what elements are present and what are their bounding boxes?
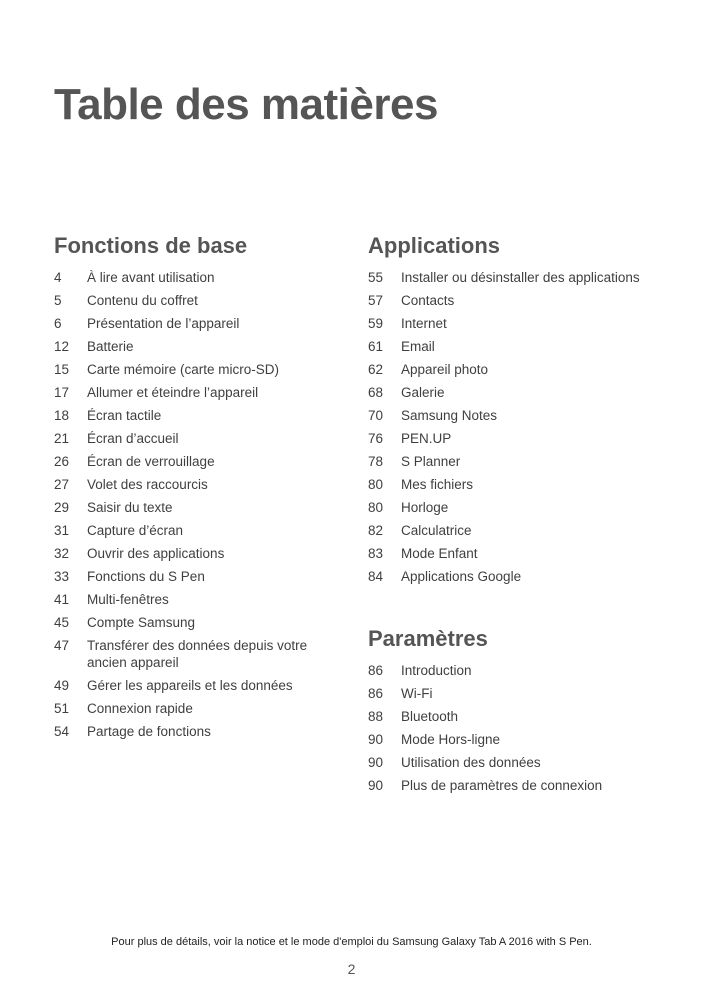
toc-page-number: 55 xyxy=(368,270,384,285)
toc-entry-label: Gérer les appareils et les données xyxy=(87,678,293,693)
toc-entry-label: Utilisation des données xyxy=(401,755,541,770)
toc-page-number: 62 xyxy=(368,362,384,377)
toc-page-number: 21 xyxy=(54,431,70,446)
toc-page-number: 41 xyxy=(54,592,70,607)
toc-entry[interactable] xyxy=(368,751,658,774)
toc-entry[interactable] xyxy=(54,519,324,542)
toc-entry-label: Internet xyxy=(401,316,447,331)
toc-page-number: 33 xyxy=(54,569,70,584)
toc-page-number: 57 xyxy=(368,293,384,308)
toc-entry-label: Bluetooth xyxy=(401,709,459,724)
toc-list xyxy=(54,266,324,743)
toc-section-parametres xyxy=(368,625,658,797)
toc-entry-label: Saisir du texte xyxy=(87,500,173,515)
toc-entry[interactable] xyxy=(368,335,658,358)
toc-page-number: 70 xyxy=(368,408,384,423)
toc-entry-label: Compte Samsung xyxy=(87,615,196,630)
toc-entry[interactable] xyxy=(54,427,324,450)
page-title: Table des matières xyxy=(54,80,438,129)
toc-page-number: 45 xyxy=(54,615,70,630)
toc-entry-label: Ouvrir des applications xyxy=(87,546,225,561)
section-title: Applications xyxy=(368,233,501,258)
toc-page-number: 26 xyxy=(54,454,70,469)
toc-page-number: 4 xyxy=(54,270,62,285)
toc-entry[interactable] xyxy=(54,312,324,335)
toc-entry-label: Contacts xyxy=(401,293,455,308)
toc-page-number: 76 xyxy=(368,431,384,446)
toc-entry[interactable] xyxy=(368,774,658,797)
toc-page-number: 32 xyxy=(54,546,70,561)
toc-entry-label: Connexion rapide xyxy=(87,701,193,716)
toc-entry[interactable] xyxy=(54,473,324,496)
toc-entry-label: Appareil photo xyxy=(401,362,489,377)
toc-entry-label: Installer ou désinstaller des applications xyxy=(401,270,640,285)
toc-entry[interactable] xyxy=(368,496,658,519)
toc-entry-label: Mes fichiers xyxy=(401,477,474,492)
toc-entry[interactable] xyxy=(368,289,658,312)
toc-entry[interactable] xyxy=(54,266,324,289)
toc-page-number: 49 xyxy=(54,678,70,693)
toc-entry-label: Samsung Notes xyxy=(401,408,498,423)
page-number: 2 xyxy=(347,961,356,977)
toc-entry[interactable] xyxy=(54,381,324,404)
toc-page-number: 80 xyxy=(368,477,384,492)
toc-section-applications xyxy=(368,232,658,588)
toc-page-number: 90 xyxy=(368,732,384,747)
toc-entry[interactable] xyxy=(54,588,324,611)
toc-entry[interactable] xyxy=(368,358,658,381)
toc-entry[interactable] xyxy=(368,705,658,728)
toc-entry-label: Carte mémoire (carte micro-SD) xyxy=(87,362,280,377)
toc-entry[interactable] xyxy=(54,496,324,519)
toc-entry-label: Fonctions du S Pen xyxy=(87,569,205,584)
toc-entry-label: Capture d’écran xyxy=(87,523,184,538)
toc-entry[interactable] xyxy=(368,659,658,682)
toc-entry-label: Écran tactile xyxy=(87,408,162,423)
toc-page-number: 12 xyxy=(54,339,70,354)
toc-entry[interactable] xyxy=(54,720,324,743)
toc-page-number: 18 xyxy=(54,408,70,423)
toc-entry[interactable] xyxy=(54,697,324,720)
toc-entry[interactable] xyxy=(54,404,324,427)
toc-entry-label: Allumer et éteindre l’appareil xyxy=(87,385,259,400)
toc-entry-label: S Planner xyxy=(401,454,461,469)
toc-entry-label: Applications Google xyxy=(401,569,522,584)
toc-page-number: 86 xyxy=(368,686,384,701)
toc-entry[interactable] xyxy=(54,634,324,674)
section-title: Paramètres xyxy=(368,626,488,651)
toc-entry[interactable] xyxy=(368,450,658,473)
toc-page-number: 90 xyxy=(368,755,384,770)
toc-entry[interactable] xyxy=(54,611,324,634)
toc-entry[interactable] xyxy=(368,728,658,751)
toc-page-number: 90 xyxy=(368,778,384,793)
toc-entry-label: Wi-Fi xyxy=(401,686,433,701)
toc-page-number: 88 xyxy=(368,709,384,724)
toc-page-number: 86 xyxy=(368,663,384,678)
toc-page-number: 27 xyxy=(54,477,70,492)
toc-section-fonctions-de-base xyxy=(54,232,324,743)
toc-entry[interactable] xyxy=(368,682,658,705)
toc-entry-label: Contenu du coffret xyxy=(87,293,198,308)
toc-entry[interactable] xyxy=(54,542,324,565)
toc-page-number: 78 xyxy=(368,454,384,469)
toc-entry[interactable] xyxy=(368,427,658,450)
toc-page-number: 59 xyxy=(368,316,384,331)
toc-entry-label: Email xyxy=(401,339,435,354)
toc-entry-label: Partage de fonctions xyxy=(87,724,211,739)
toc-page-number: 17 xyxy=(54,385,70,400)
toc-page-number: 68 xyxy=(368,385,384,400)
toc-entry[interactable] xyxy=(54,674,324,697)
toc-entry[interactable] xyxy=(368,312,658,335)
toc-page-number: 47 xyxy=(54,638,70,653)
toc-entry-label: Introduction xyxy=(401,663,472,678)
footer-note: Pour plus de détails, voir la notice et le mode d'emploi du Samsung Galaxy Tab A 2016 with S Pen. xyxy=(111,936,592,948)
toc-entry[interactable] xyxy=(368,473,658,496)
toc-entry-label: Volet des raccourcis xyxy=(87,477,208,492)
toc-page-number: 51 xyxy=(54,701,70,716)
toc-entry[interactable] xyxy=(368,565,658,588)
toc-page-number: 61 xyxy=(368,339,384,354)
toc-entry-label: Écran d’accueil xyxy=(87,431,179,446)
toc-entry-label: Calculatrice xyxy=(401,523,472,538)
toc-page-number: 6 xyxy=(54,316,62,331)
toc-entry[interactable] xyxy=(54,450,324,473)
toc-entry-label: Plus de paramètres de connexion xyxy=(401,778,603,793)
toc-entry-label: Batterie xyxy=(87,339,134,354)
toc-page-number: 15 xyxy=(54,362,70,377)
section-title: Fonctions de base xyxy=(54,233,248,258)
toc-entry[interactable] xyxy=(54,565,324,588)
toc-entry-label: Horloge xyxy=(401,500,449,515)
toc-entry-label: À lire avant utilisation xyxy=(87,270,215,285)
toc-entry[interactable] xyxy=(54,335,324,358)
toc-page-number: 82 xyxy=(368,523,384,538)
toc-entry-label: Écran de verrouillage xyxy=(87,454,215,469)
toc-entry[interactable] xyxy=(368,266,658,289)
toc-list xyxy=(368,659,658,797)
toc-entry[interactable] xyxy=(368,519,658,542)
toc-page-number: 5 xyxy=(54,293,62,308)
toc-entry-label: PEN.UP xyxy=(401,431,452,446)
toc-entry[interactable] xyxy=(54,358,324,381)
toc-page-number: 84 xyxy=(368,569,384,584)
toc-entry[interactable] xyxy=(368,381,658,404)
toc-list xyxy=(368,266,658,588)
toc-entry-label: Galerie xyxy=(401,385,445,400)
toc-page-number: 54 xyxy=(54,724,70,739)
toc-entry[interactable] xyxy=(54,289,324,312)
toc-entry-label: Mode Hors-ligne xyxy=(401,732,501,747)
toc-page-number: 29 xyxy=(54,500,70,515)
toc-entry-label: Mode Enfant xyxy=(401,546,478,561)
toc-entry[interactable] xyxy=(368,404,658,427)
toc-page-number: 31 xyxy=(54,523,70,538)
toc-entry[interactable] xyxy=(368,542,658,565)
toc-entry-label: Transférer des données depuis votre ancien appareil xyxy=(87,638,308,670)
toc-page-number: 80 xyxy=(368,500,384,515)
toc-entry-label: Présentation de l’appareil xyxy=(87,316,240,331)
toc-entry-label: Multi-fenêtres xyxy=(87,592,169,607)
toc-page-number: 83 xyxy=(368,546,384,561)
